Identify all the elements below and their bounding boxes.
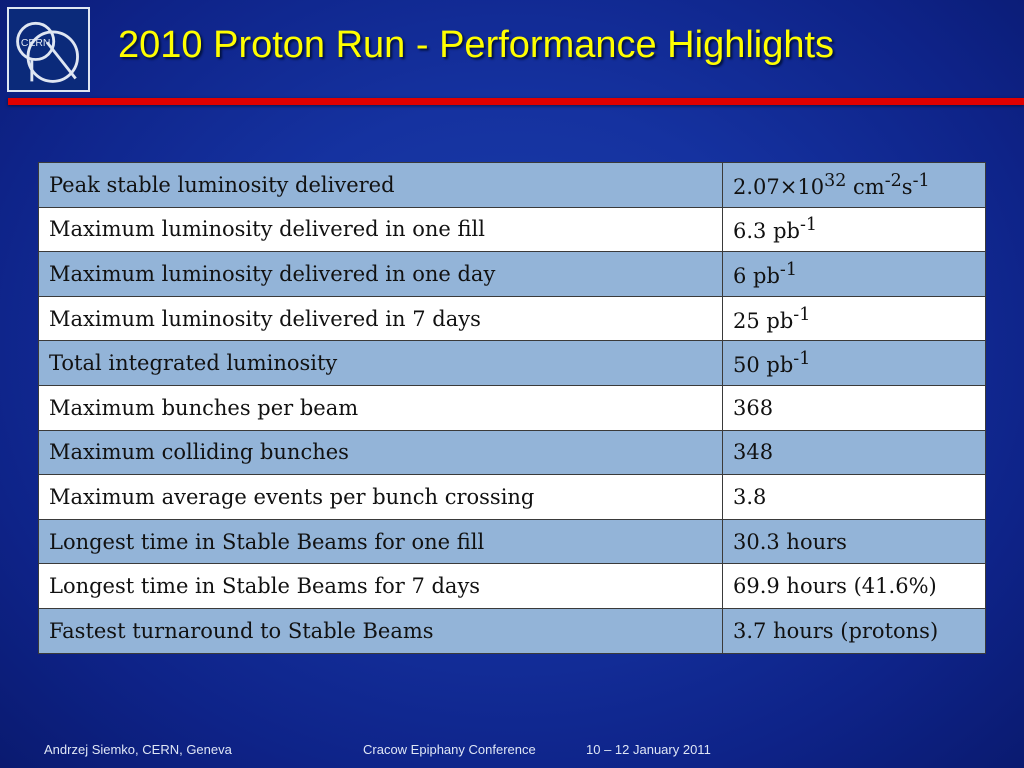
footer-conference: Cracow Epiphany Conference xyxy=(363,742,536,757)
row-label: Maximum colliding bunches xyxy=(39,430,723,475)
table-row xyxy=(39,430,986,475)
row-value: 69.9 hours (41.6%) xyxy=(723,564,986,609)
row-value xyxy=(723,163,986,208)
value-text: 25 pb xyxy=(733,308,794,333)
table-row xyxy=(39,341,986,386)
value-unit: cm xyxy=(846,174,885,199)
row-value: 30.3 hours xyxy=(723,519,986,564)
row-label: Peak stable luminosity delivered xyxy=(39,163,723,208)
row-label: Maximum luminosity delivered in 7 days xyxy=(39,296,723,341)
row-label: Maximum luminosity delivered in one fill xyxy=(39,207,723,252)
row-value: 368 xyxy=(723,385,986,430)
value-exponent: -1 xyxy=(799,215,818,236)
table-row xyxy=(39,385,986,430)
cern-logo-icon xyxy=(9,9,88,90)
value-exponent: -2 xyxy=(884,170,902,191)
footer-date: 10 – 12 January 2011 xyxy=(586,742,711,757)
row-label: Total integrated luminosity xyxy=(39,341,723,386)
table-row xyxy=(39,252,986,297)
value-text: 50 pb xyxy=(733,353,794,378)
row-value xyxy=(723,341,986,386)
cern-logo xyxy=(7,7,90,92)
cern-logo-text: CERN xyxy=(20,38,51,50)
row-value: 3.8 xyxy=(723,475,986,520)
row-value xyxy=(723,252,986,297)
row-label: Fastest turnaround to Stable Beams xyxy=(39,608,723,653)
slide-title: 2010 Proton Run - Performance Highlights xyxy=(118,24,835,66)
table-row xyxy=(39,519,986,564)
table-row xyxy=(39,207,986,252)
table-row xyxy=(39,475,986,520)
value-unit: s xyxy=(901,174,913,199)
row-label: Maximum bunches per beam xyxy=(39,385,723,430)
value-text: 2.07×10 xyxy=(733,174,825,199)
table-row xyxy=(39,163,986,208)
value-exponent: -1 xyxy=(779,259,797,280)
row-value: 3.7 hours (protons) xyxy=(723,608,986,653)
performance-table xyxy=(38,162,986,654)
table-row xyxy=(39,296,986,341)
value-exponent: 32 xyxy=(824,170,847,191)
title-divider xyxy=(8,98,1024,105)
row-label: Maximum luminosity delivered in one day xyxy=(39,252,723,297)
table-row xyxy=(39,564,986,609)
value-exponent: -1 xyxy=(912,170,930,191)
value-text: 6 pb xyxy=(733,263,780,288)
row-value xyxy=(723,296,986,341)
value-exponent: -1 xyxy=(793,304,811,325)
value-text: 6.3 pb xyxy=(733,219,800,244)
value-exponent: -1 xyxy=(793,349,811,370)
row-label: Longest time in Stable Beams for one fill xyxy=(39,519,723,564)
row-label: Longest time in Stable Beams for 7 days xyxy=(39,564,723,609)
footer-author: Andrzej Siemko, CERN, Geneva xyxy=(44,742,232,757)
row-value xyxy=(723,207,986,252)
row-value: 348 xyxy=(723,430,986,475)
row-label: Maximum average events per bunch crossing xyxy=(39,475,723,520)
table-row xyxy=(39,608,986,653)
